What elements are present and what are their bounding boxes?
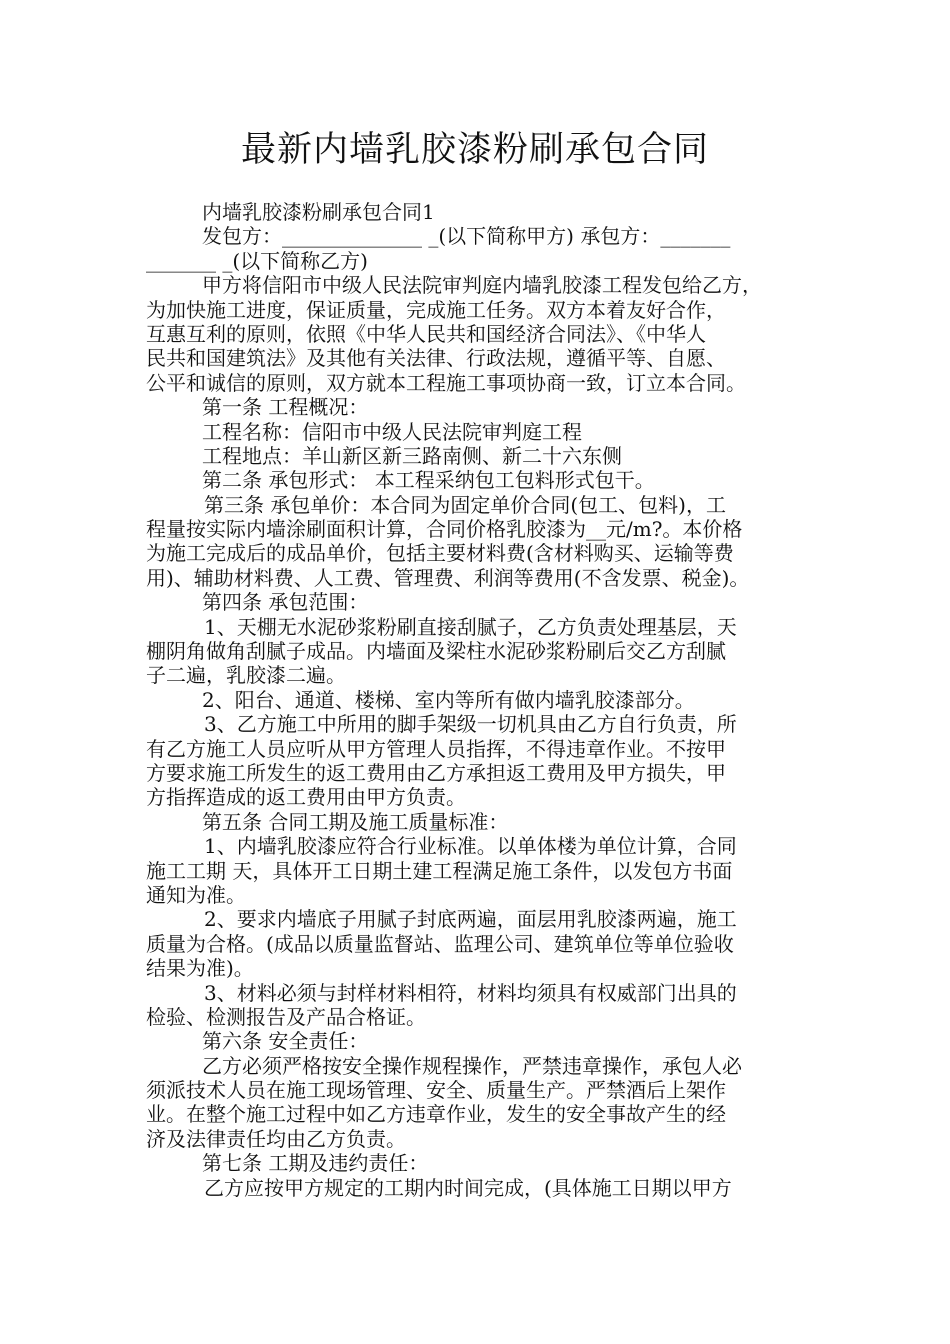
paragraph-line: 方要求施工所发生的返工费用由乙方承担返工费用及甲方损失，甲	[146, 760, 726, 785]
paragraph-line: 施工工期 天，具体开工日期土建工程满足施工条件，以发包方书面	[146, 858, 733, 883]
paragraph-line: 用)、辅助材料费、人工费、管理费、利润等费用(不含发票、税金)。	[146, 565, 750, 590]
paragraph-line: 为加快施工进度，保证质量，完成施工任务。双方本着友好合作，	[146, 297, 726, 322]
article-heading: 第三条 承包单价：本合同为固定单价合同(包工、包料)，工	[204, 492, 726, 517]
paragraph-line: 质量为合格。(成品以质量监督站、监理公司、建筑单位等单位验收	[146, 931, 734, 956]
paragraph-line: 1、内墙乳胶漆应符合行业标准。以单体楼为单位计算，合同	[204, 834, 737, 859]
party-line: _______ _(以下简称乙方)	[146, 248, 368, 273]
paragraph-line: 子二遍，乳胶漆二遍。	[146, 663, 346, 688]
paragraph-line: 程量按实际内墙涂刷面积计算，合同价格乳胶漆为__元/m?。本价格	[146, 517, 743, 542]
paragraph-line: 须派技术人员在施工现场管理、安全、质量生产。严禁酒后上架作	[146, 1078, 726, 1103]
paragraph-line: 互惠互利的原则，依照《中华人民共和国经济合同法》、《中华人	[146, 321, 706, 346]
article-heading: 第七条 工期及违约责任：	[202, 1151, 429, 1176]
article-heading: 第六条 安全责任：	[202, 1029, 369, 1054]
article-heading: 第一条 工程概况：	[202, 395, 369, 420]
paragraph-line: 公平和诚信的原则，双方就本工程施工事项协商一致，订立本合同。	[146, 370, 746, 395]
paragraph-line: 1、天棚无水泥砂浆粉刷直接刮腻子，乙方负责处理基层，天	[204, 614, 737, 639]
paragraph-line: 方指挥造成的返工费用由甲方负责。	[146, 785, 466, 810]
paragraph-line: 乙方必须严格按安全操作规程操作，严禁违章操作，承包人必	[202, 1053, 742, 1078]
paragraph-line: 为施工完成后的成品单价，包括主要材料费(含材料购买、运输等费	[146, 541, 734, 566]
document-body	[146, 200, 821, 1200]
paragraph-line: 3、材料必须与封样材料相符，材料均须具有权威部门出具的	[204, 980, 737, 1005]
paragraph-line: 2、要求内墙底子用腻子封底两遍，面层用乳胶漆两遍，施工	[204, 907, 737, 932]
paragraph-line: 工程名称：信阳市中级人民法院审判庭工程	[202, 419, 582, 444]
party-line: 发包方：______________ _(以下简称甲方) 承包方：_______	[202, 224, 731, 249]
article-heading: 第四条 承包范围：	[202, 590, 369, 615]
paragraph-line: 工程地点：羊山新区新三路南侧、新二十六东侧	[202, 443, 622, 468]
paragraph-line: 有乙方施工人员应听从甲方管理人员指挥，不得违章作业。不按甲	[146, 736, 726, 761]
article-heading: 第二条 承包形式： 本工程采纳包工包料形式包干。	[202, 468, 655, 493]
article-heading: 第五条 合同工期及施工质量标准：	[202, 809, 509, 834]
paragraph-line: 2、阳台、通道、楼梯、室内等所有做内墙乳胶漆部分。	[202, 687, 695, 712]
paragraph-line: 结果为准)。	[146, 956, 254, 981]
paragraph-line: 业。在整个施工过程中如乙方违章作业，发生的安全事故产生的经	[146, 1102, 726, 1127]
subtitle-line: 内墙乳胶漆粉刷承包合同1	[202, 200, 435, 224]
paragraph-line: 甲方将信阳市中级人民法院审判庭内墙乳胶漆工程发包给乙方，	[202, 273, 762, 298]
paragraph-line: 通知为准。	[146, 882, 246, 907]
paragraph-line: 乙方应按甲方规定的工期内时间完成，(具体施工日期以甲方	[204, 1175, 732, 1200]
paragraph-line: 检验、检测报告及产品合格证。	[146, 1004, 426, 1029]
paragraph-line: 济及法律责任均由乙方负责。	[146, 1126, 406, 1151]
paragraph-line: 3、乙方施工中所用的脚手架级一切机具由乙方自行负责，所	[204, 712, 737, 737]
paragraph-line: 民共和国建筑法》及其他有关法律、行政法规，遵循平等、自愿、	[146, 346, 726, 371]
document-title: 最新内墙乳胶漆粉刷承包合同	[240, 130, 709, 170]
paragraph-line: 棚阴角做角刮腻子成品。内墙面及梁柱水泥砂浆粉刷后交乙方刮腻	[146, 639, 726, 664]
